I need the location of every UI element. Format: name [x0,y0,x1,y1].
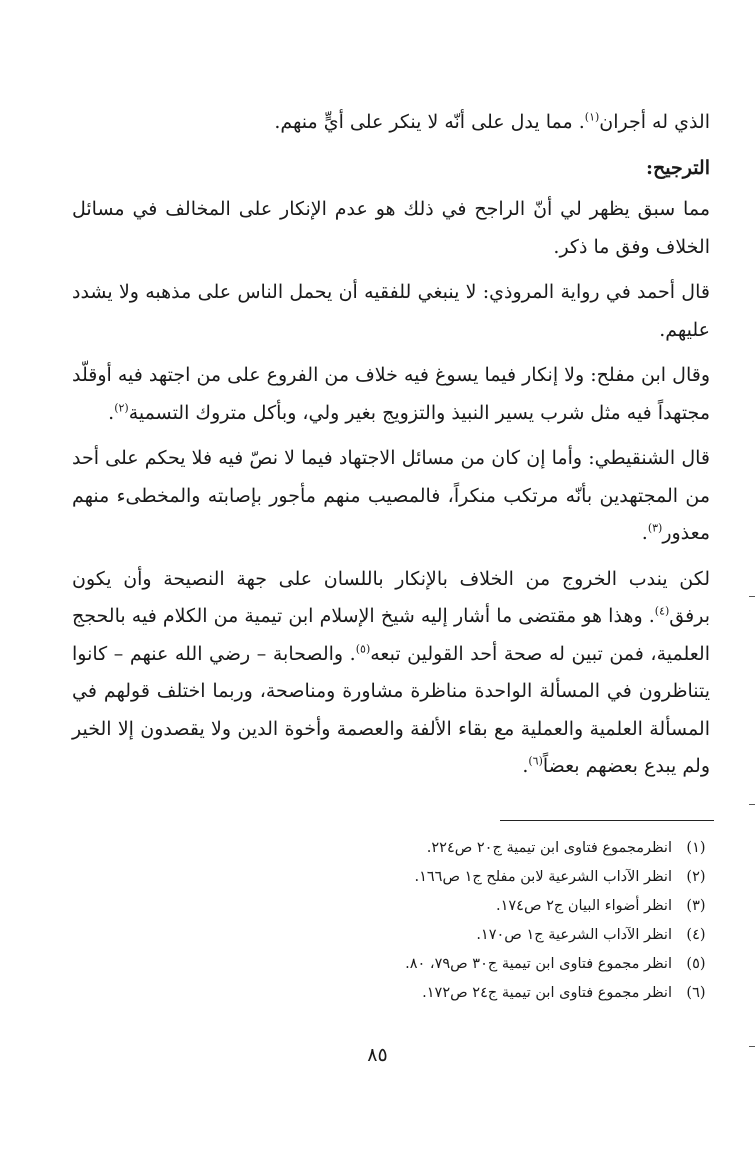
footnote-ref-6[interactable]: (٦) [528,754,543,768]
page-body [72,104,710,794]
footnote-text: انظر مجموع فتاوى ابن تيمية ج٢٤ ص١٧٢. [422,985,672,1001]
footnote-number: (٢) [686,869,706,885]
paragraph-ahmad: قال أحمد في رواية المروذي: لا ينبغي للفقيه أن يحمل الناس على مذهبه ولا يشدد عليهم. [72,281,710,341]
conclusion-text-1: لكن يندب الخروج من الخلاف بالإنكار باللسان على جهة النصيحة وأن يكون برفق [72,567,710,627]
footnote-item [290,950,710,979]
footnote-number: (٣) [686,898,706,914]
margin-mark [749,804,755,805]
footnote-number: (١) [686,840,706,856]
footnote-ref-5[interactable]: (٥) [355,642,371,656]
paragraph-intro [72,104,710,142]
conclusion-text-3: . والصحابة – رضي الله عنهم – كانوا يتناظرون في المسألة الواحدة مناظرة مشاورة ومناصحة، وربما اختلف قولهم في المسألة العلمية والعملية مع بقاء الألفة والعصمة وأخوة الدين ولا يقصدون إلا الخير ولم يبدع بعضهم بعضاً [72,642,710,777]
shinqiti-text-end: . [641,522,648,544]
margin-mark [749,1046,755,1047]
footnote-ref-4[interactable]: (٤) [654,604,670,618]
footnote-text: انظرمجموع فتاوى ابن تيمية ج٢٠ ص٢٢٤. [426,840,672,856]
muflih-text-end: . [108,401,115,424]
footnote-item [290,834,710,863]
footnote-number: (٥) [686,956,706,972]
footnote-number: (٤) [686,927,706,943]
paragraph-ibn-muflih [72,357,710,432]
footnote-text: انظر الآداب الشرعية ج١ ص١٧٠. [476,927,672,943]
footnote-text: انظر الآداب الشرعية لابن مفلح ج١ ص١٦٦. [414,869,672,885]
margin-mark [749,596,755,597]
conclusion-text-4: . [522,755,529,777]
page-number: ٨٥ [367,1044,388,1066]
footnote-text: انظر مجموع فتاوى ابن تيمية ج٣٠ ص٧٩، ٨٠. [405,956,672,972]
footnote-ref-1[interactable]: (١) [584,110,600,124]
footnotes-list [290,834,710,1008]
paragraph-shinqiti [72,440,710,553]
footnote-ref-3[interactable]: (٣) [647,521,663,535]
section-heading-tarjih: الترجيح: [645,156,710,179]
footnote-number: (٦) [686,985,706,1001]
shinqiti-text: قال الشنقيطي: وأما إن كان من مسائل الاجتهاد فيما لا نصّ فيه فلا يحكم على أحد من المجتهدين بأنّه مرتكب منكراً، فالمصيب منهم مأجور بإصابته والمخطىء منهم معذور [72,447,710,544]
paragraph-tarjih: مما سبق يظهر لي أنّ الراجح في ذلك هو عدم الإنكار على المخالف في مسائل الخلاف وفق ما ذكر. [72,198,710,258]
footnote-text: انظر أضواء البيان ج٢ ص١٧٤. [495,898,672,914]
footnote-separator [500,820,714,821]
intro-text-end: . مما يدل على أنّه لا ينكر على أيٍّ منهم. [274,111,585,133]
footnote-item [290,863,710,892]
footnote-item [290,979,710,1008]
paragraph-conclusion [72,561,710,786]
footnote-item [290,892,710,921]
footnote-ref-2[interactable]: (٢) [114,401,129,415]
conclusion-text-2: . وهذا هو مقتضى ما أشار إليه شيخ الإسلام ابن تيمية من الكلام فيه بالحجج العلمية، فمن تبين له صحة أحد القولين تبعه [72,605,710,665]
intro-text: الذي له أجران [599,111,710,133]
muflih-text: وقال ابن مفلح: ولا إنكار فيما يسوغ فيه خلاف من الفروع على من اجتهد فيه أوقلّد مجتهداً فيه مثل شرب يسير النبيذ والتزويج بغير ولي، وبأكل متروك التسمية [72,364,710,424]
footnote-item [290,921,710,950]
